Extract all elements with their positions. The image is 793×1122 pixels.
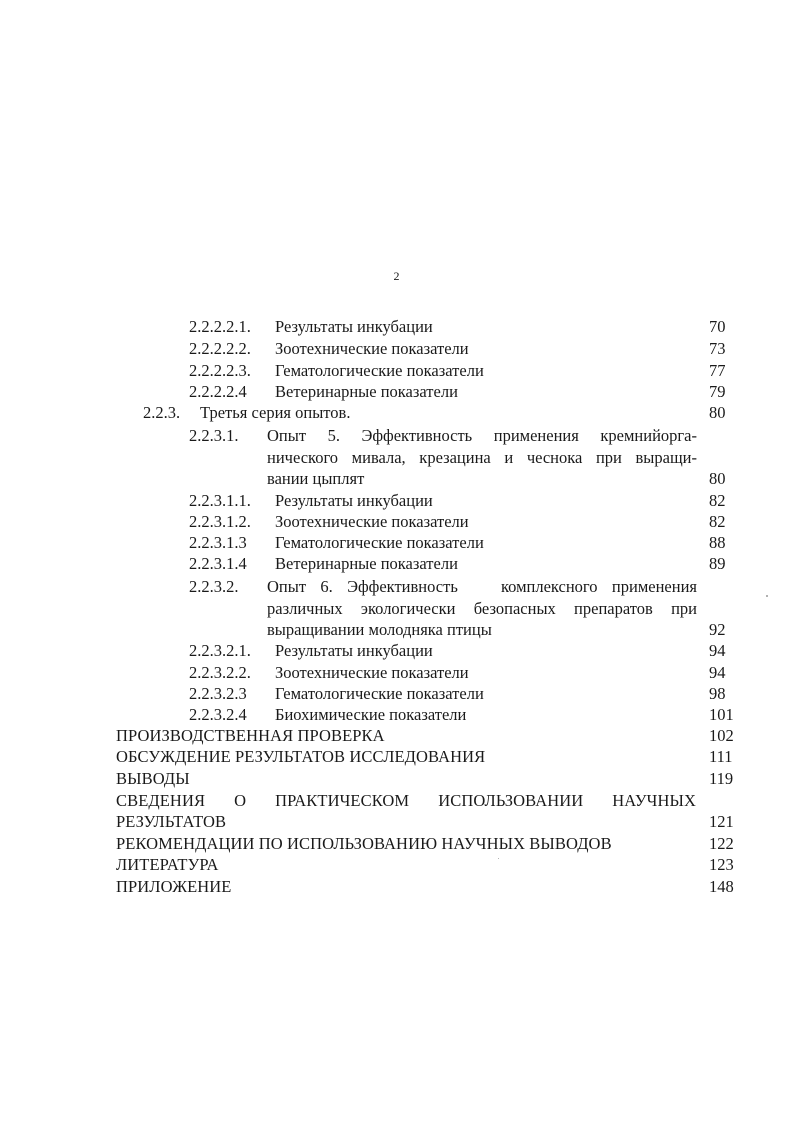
toc-entry-page: 80 xyxy=(709,469,726,488)
toc-entry-number: 2.2.3.1.3 xyxy=(189,533,247,552)
toc-entry-title-line: выращивании молодняка птицы xyxy=(267,620,492,639)
toc-entry-page: 148 xyxy=(709,877,734,896)
toc-entry-title: Результаты инкубации xyxy=(275,641,433,660)
toc-entry-number: 2.2.3.2.2. xyxy=(189,663,251,682)
toc-entry-number: 2.2.2.2.1. xyxy=(189,317,251,336)
toc-entry-title: Биохимические показатели xyxy=(275,705,467,724)
toc-entry-number: 2.2.2.2.4 xyxy=(189,382,247,401)
toc-chapter-title: ЛИТЕРАТУРА xyxy=(116,855,219,874)
toc-entry-page: 94 xyxy=(709,663,726,682)
toc-chapter-title: ВЫВОДЫ xyxy=(116,769,190,788)
toc-entry-title: Гематологические показатели xyxy=(275,361,484,380)
toc-entry-title: Зоотехнические показатели xyxy=(275,512,469,531)
toc-entry-title-line: Опыт 6. Эффективность комплексного применения xyxy=(267,577,697,596)
scan-speck xyxy=(498,858,499,859)
toc-entry-number: 2.2.2.2.3. xyxy=(189,361,251,380)
toc-entry-title: Гематологические показатели xyxy=(275,684,484,703)
toc-entry-page: 94 xyxy=(709,641,726,660)
toc-entry-title: Зоотехнические показатели xyxy=(275,663,469,682)
toc-entry-page: 102 xyxy=(709,726,734,745)
toc-entry-page: 122 xyxy=(709,834,734,853)
toc-entry-title: Третья серия опытов. xyxy=(200,403,351,422)
toc-entry-number: 2.2.3.2.3 xyxy=(189,684,247,703)
toc-entry-page: 101 xyxy=(709,705,734,724)
toc-entry-page: 89 xyxy=(709,554,726,573)
toc-chapter-title: ПРОИЗВОДСТВЕННАЯ ПРОВЕРКА xyxy=(116,726,385,745)
toc-entry-page: 111 xyxy=(709,747,733,766)
toc-chapter-title: РЕКОМЕНДАЦИИ ПО ИСПОЛЬЗОВАНИЮ НАУЧНЫХ ВЫВОДОВ xyxy=(116,834,612,853)
toc-entry-number: 2.2.3.1.1. xyxy=(189,491,251,510)
scan-speck xyxy=(766,595,768,597)
toc-chapter-title: ОБСУЖДЕНИЕ РЕЗУЛЬТАТОВ ИССЛЕДОВАНИЯ xyxy=(116,747,486,766)
toc-entry-page: 98 xyxy=(709,684,726,703)
page-number: 2 xyxy=(393,269,400,283)
toc-chapter-title-line: РЕЗУЛЬТАТОВ xyxy=(116,812,227,831)
toc-entry-number: 2.2.3.2.4 xyxy=(189,705,247,724)
toc-entry-title: Результаты инкубации xyxy=(275,317,433,336)
toc-entry-page: 88 xyxy=(709,533,726,552)
toc-entry-title-line: нического мивала, крезацина и чеснока при выращи- xyxy=(267,448,697,467)
toc-entry-number: 2.2.2.2.2. xyxy=(189,339,251,358)
toc-entry-number: 2.2.3. xyxy=(143,403,181,422)
toc-entry-page: 73 xyxy=(709,339,726,358)
toc-entry-page: 82 xyxy=(709,491,726,510)
toc-entry-title-line: различных экологически безопасных препаратов при xyxy=(267,599,697,618)
toc-entry-page: 92 xyxy=(709,620,726,639)
toc-entry-page: 121 xyxy=(709,812,734,831)
toc-entry-number: 2.2.3.1.2. xyxy=(189,512,251,531)
toc-chapter-title: СВЕДЕНИЯ О ПРАКТИЧЕСКОМ ИСПОЛЬЗОВАНИИ НАУЧНЫХ xyxy=(116,791,696,810)
toc-entry-title-line: Опыт 5. Эффективность применения кремнийорга- xyxy=(267,426,697,445)
toc-entry-number: 2.2.3.2.1. xyxy=(189,641,251,660)
toc-entry-page: 79 xyxy=(709,382,726,401)
toc-entry-page: 123 xyxy=(709,855,734,874)
toc-entry-page: 77 xyxy=(709,361,726,380)
toc-entry-page: 80 xyxy=(709,403,726,422)
toc-entry-title: Ветеринарные показатели xyxy=(275,382,458,401)
toc-entry-title: Гематологические показатели xyxy=(275,533,484,552)
toc-entry-number: 2.2.3.1.4 xyxy=(189,554,247,573)
toc-chapter-title: ПРИЛОЖЕНИЕ xyxy=(116,877,232,896)
toc-entry-page: 70 xyxy=(709,317,726,336)
toc-entry-title: Результаты инкубации xyxy=(275,491,433,510)
toc-entry-page: 119 xyxy=(709,769,734,788)
toc-entry-page: 82 xyxy=(709,512,726,531)
toc-entry-title: Зоотехнические показатели xyxy=(275,339,469,358)
toc-entry-title-line: вании цыплят xyxy=(267,469,365,488)
toc-entry-number: 2.2.3.1. xyxy=(189,426,239,445)
toc-entry-title: Ветеринарные показатели xyxy=(275,554,458,573)
toc-entry-number: 2.2.3.2. xyxy=(189,577,239,596)
